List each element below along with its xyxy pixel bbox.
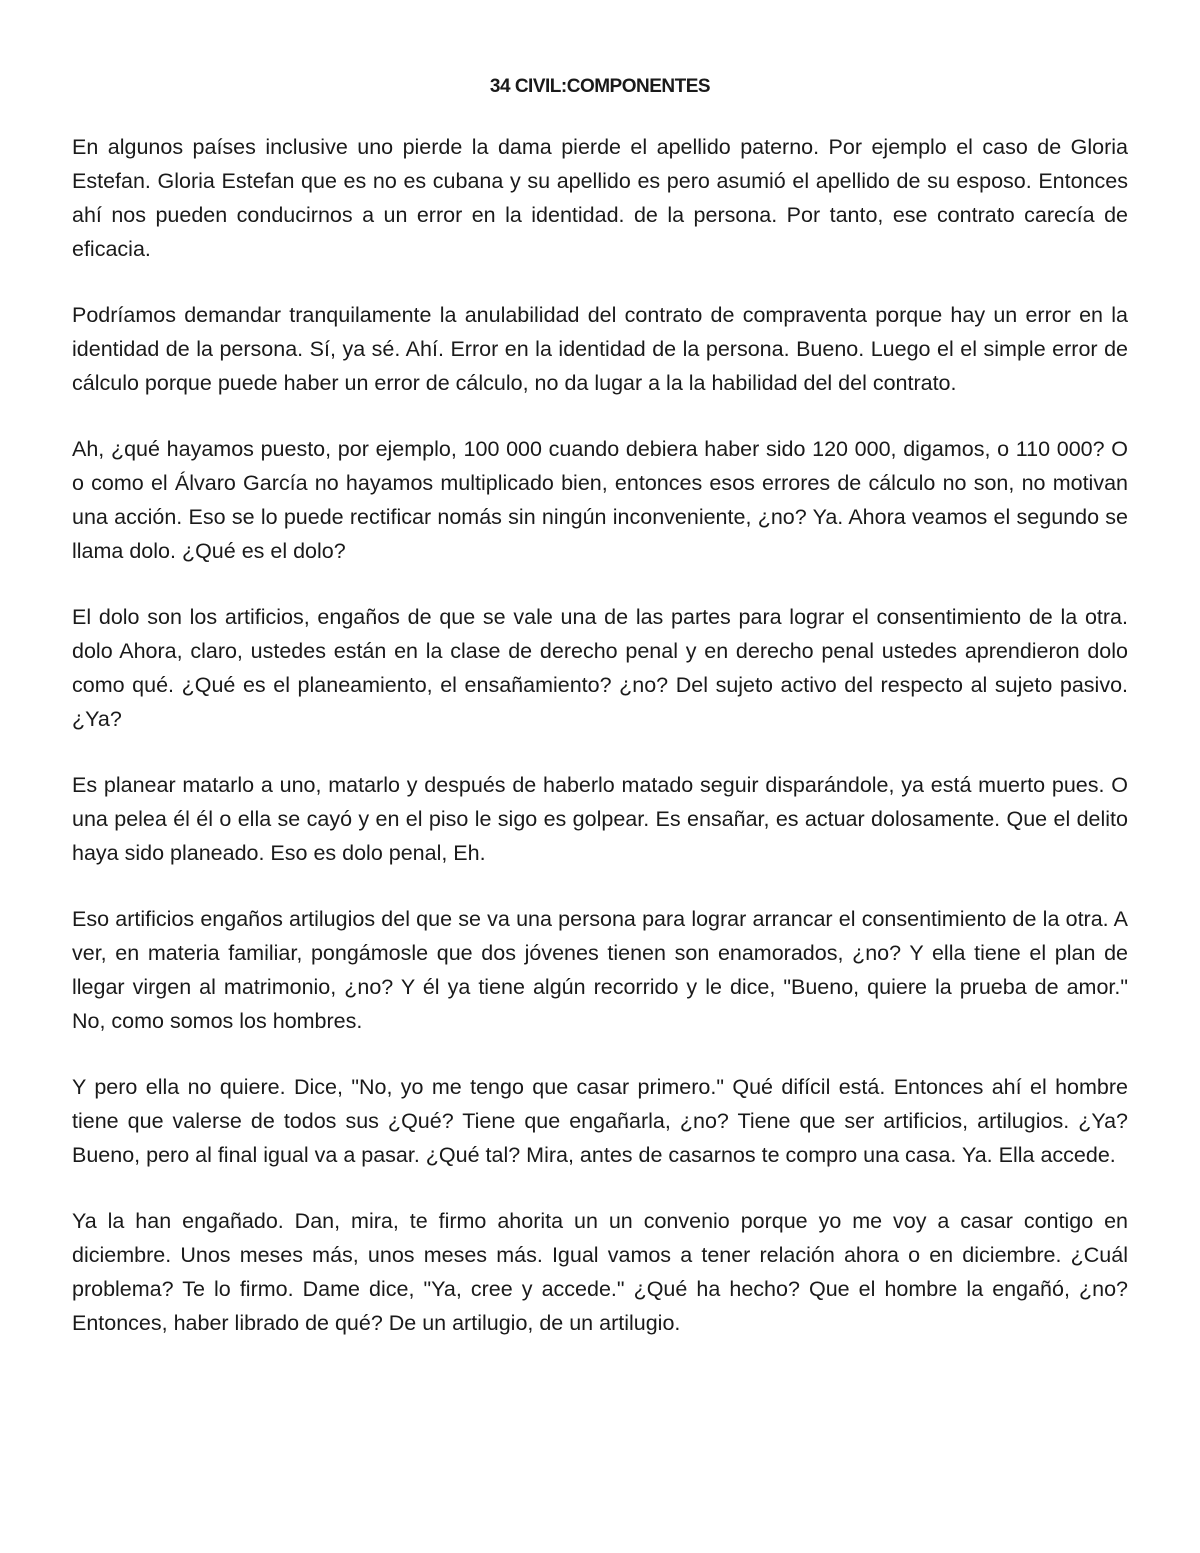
paragraph-6: Eso artificios engaños artilugios del que se va una persona para lograr arrancar el consentimiento de la otra. A ver, en materia familiar, pongámosle que dos jóvenes tienen son enamorados, ¿no? Y ella tiene el plan de llegar virgen al matrimonio, ¿no? Y él ya tiene algún recorrido y le dice, "Bueno, quiere la prueba de amor." No, como somos los hombres. <box>72 907 1128 1033</box>
paragraph-1: En algunos países inclusive uno pierde la dama pierde el apellido paterno. Por ejemplo el caso de Gloria Estefan. Gloria Estefan que es no es cubana y su apellido es pero asumió el apellido de su esposo. Entonces ahí nos pueden conducirnos a un error en la identidad. de la persona. Por tanto, ese contrato carecía de eficacia. <box>72 135 1128 261</box>
paragraph-8: Ya la han engañado. Dan, mira, te firmo ahorita un un convenio porque yo me voy a casar contigo en diciembre. Unos meses más, unos meses más. Igual vamos a tener relación ahora o en diciembre. ¿Cuál problema? Te lo firmo. Dame dice, "Ya, cree y accede." ¿Qué ha hecho? Que el hombre la engañó, ¿no? Entonces, haber librado de qué? De un artilugio, de un artilugio. <box>72 1209 1128 1335</box>
paragraph-4: El dolo son los artificios, engaños de que se vale una de las partes para lograr el consentimiento de la otra. dolo Ahora, claro, ustedes están en la clase de derecho penal y en derecho penal ustedes aprendieron dolo como qué. ¿Qué es el planeamiento, el ensañamiento? ¿no? Del sujeto activo del respecto al sujeto pasivo. ¿Ya? <box>72 605 1128 731</box>
paragraph-5: Es planear matarlo a uno, matarlo y después de haberlo matado seguir disparándole, ya está muerto pues. O una pelea él él o ella se cayó y en el piso le sigo es golpear. Es ensañar, es actuar dolosamente. Que el delito haya sido planeado. Eso es dolo penal, Eh. <box>72 773 1128 865</box>
paragraph-7: Y pero ella no quiere. Dice, "No, yo me tengo que casar primero." Qué difícil está. Entonces ahí el hombre tiene que valerse de todos sus ¿Qué? Tiene que engañarla, ¿no? Tiene que ser artificios, artilugios. ¿Ya? Bueno, pero al final igual va a pasar. ¿Qué tal? Mira, antes de casarnos te compro una casa. Ya. Ella accede. <box>72 1075 1128 1167</box>
paragraph-3: Ah, ¿qué hayamos puesto, por ejemplo, 100 000 cuando debiera haber sido 120 000, digamos, o 110 000? O o como el Álvaro García no hayamos multiplicado bien, entonces esos errores de cálculo no son, no motivan una acción. Eso se lo puede rectificar nomás sin ningún inconveniente, ¿no? Ya. Ahora veamos el segundo se llama dolo. ¿Qué es el dolo? <box>72 437 1128 563</box>
document-title: 34 CIVIL:COMPONENTES <box>489 76 711 97</box>
paragraph-2: Podríamos demandar tranquilamente la anulabilidad del contrato de compraventa porque hay un error en la identidad de la persona. Sí, ya sé. Ahí. Error en la identidad de la persona. Bueno. Luego el el simple error de cálculo porque puede haber un error de cálculo, no da lugar a la la habilidad del del contrato. <box>72 303 1128 395</box>
